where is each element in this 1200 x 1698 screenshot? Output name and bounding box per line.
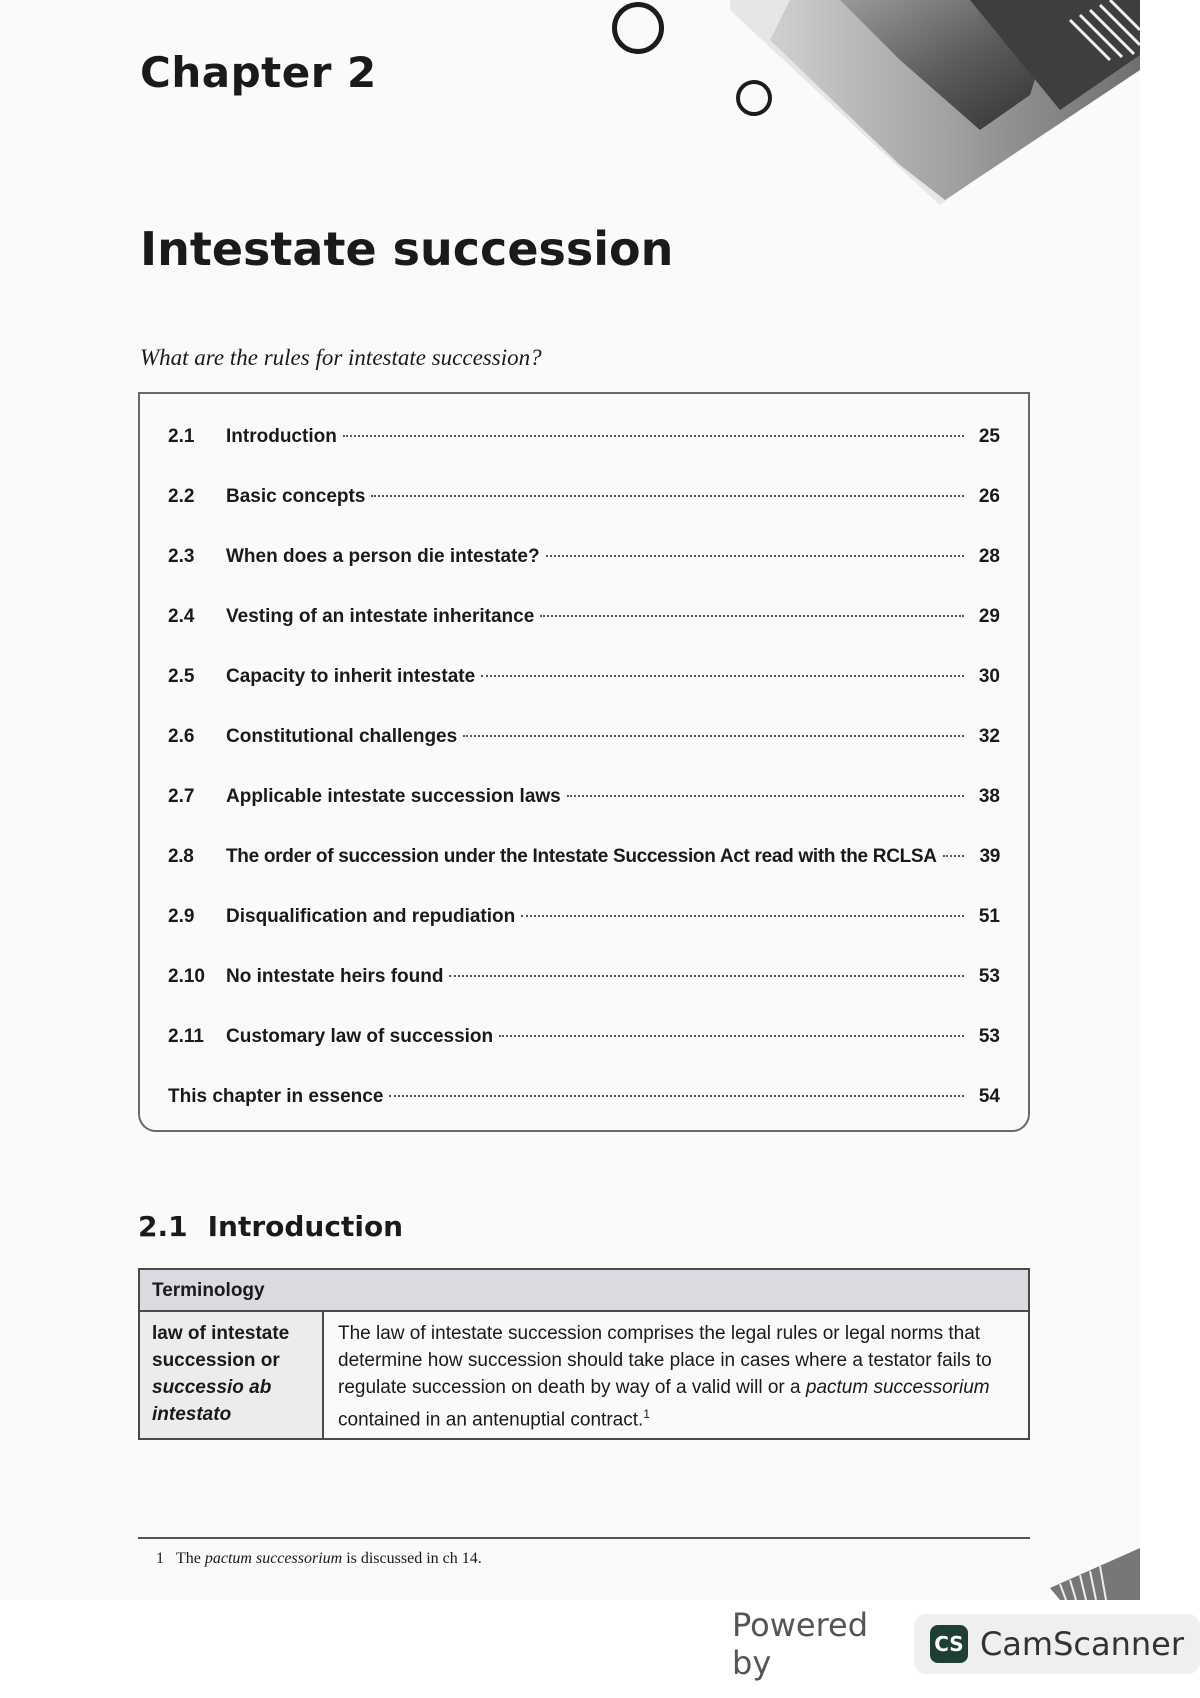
toc-leader-dots	[546, 555, 964, 557]
toc-title: The order of succession under the Intestate Succession Act read with the RCLSA	[226, 846, 937, 867]
definition-text: The law of intestate succession comprises the legal rules or legal norms that determine how succession should take place in cases where a testator fails to regulate succession on death by way of a valid will or a	[338, 1323, 992, 1398]
toc-title: Disqualification and repudiation	[226, 906, 516, 927]
chapter-title: Intestate succession	[140, 222, 674, 276]
toc-leader-dots	[567, 795, 964, 797]
definition-text: contained in an antenuptial contract.	[338, 1409, 644, 1431]
camscanner-logo-icon: CS	[930, 1625, 968, 1663]
powered-by-label: Powered by	[732, 1606, 869, 1682]
footnote-number: 1	[156, 1550, 164, 1567]
toc-page-number: 28	[978, 546, 1000, 567]
toc-page-number: 30	[978, 666, 1000, 687]
toc-page-number: 39	[979, 846, 1000, 867]
toc-title: When does a person die intestate?	[226, 546, 540, 567]
term-text: law of intestate	[152, 1323, 290, 1344]
lead-question: What are the rules for intestate succession?	[140, 345, 542, 370]
toc-entry[interactable]	[168, 726, 1000, 756]
toc-entry[interactable]	[168, 426, 1000, 456]
section-heading	[138, 1210, 403, 1243]
toc-entry[interactable]	[168, 486, 1000, 516]
toc-number: 2.7	[168, 786, 195, 807]
toc-page-number: 26	[978, 486, 1000, 507]
toc-title: Vesting of an intestate inheritance	[226, 606, 535, 627]
toc-number: 2.11	[168, 1026, 204, 1047]
toc-leader-dots	[343, 435, 964, 437]
footnote-reference[interactable]: 1	[643, 1407, 650, 1421]
toc-title: This chapter in essence	[168, 1086, 384, 1107]
toc-title: No intestate heirs found	[226, 966, 444, 987]
toc-page-number: 54	[978, 1086, 1000, 1107]
decorative-corner-graphic	[1030, 1548, 1140, 1600]
toc-entry[interactable]	[168, 906, 1000, 936]
toc-page-number: 51	[978, 906, 1000, 927]
toc-number: 2.4	[168, 606, 195, 627]
toc-entry[interactable]	[168, 786, 1000, 816]
toc-leader-dots	[540, 615, 964, 617]
toc-leader-dots	[481, 675, 964, 677]
decorative-ring	[736, 80, 772, 116]
toc-entry[interactable]	[168, 606, 1000, 636]
definition-cell	[324, 1312, 1028, 1438]
toc-number: 2.1	[168, 426, 195, 447]
term-cell	[140, 1312, 324, 1438]
toc-title: Basic concepts	[226, 486, 366, 507]
toc-number: 2.5	[168, 666, 195, 687]
toc-leader-dots	[499, 1035, 964, 1037]
terminology-table	[138, 1268, 1030, 1440]
toc-entry[interactable]	[168, 1026, 1000, 1056]
section-number: 2.1	[138, 1210, 188, 1243]
footnote-text: The	[176, 1550, 205, 1567]
chapter-label: Chapter 2	[140, 48, 377, 97]
definition-italic: pactum successorium	[805, 1377, 990, 1398]
toc-leader-dots	[521, 915, 964, 917]
decorative-corner-graphic	[730, 0, 1140, 205]
toc-title: Capacity to inherit intestate	[226, 666, 476, 687]
toc-title: Introduction	[226, 426, 337, 447]
toc-number: 2.8	[168, 846, 194, 867]
toc-entry[interactable]	[168, 546, 1000, 576]
table-of-contents	[138, 392, 1030, 1132]
terminology-header: Terminology	[140, 1270, 1028, 1312]
toc-title: Constitutional challenges	[226, 726, 458, 747]
toc-page-number: 53	[978, 966, 1000, 987]
toc-page-number: 53	[978, 1026, 1000, 1047]
term-text: successio ab	[152, 1377, 272, 1398]
toc-number: 2.10	[168, 966, 205, 987]
toc-entry[interactable]	[168, 1086, 1000, 1116]
toc-number: 2.2	[168, 486, 195, 507]
footnote-divider	[138, 1537, 1030, 1539]
toc-entry[interactable]	[168, 666, 1000, 696]
toc-entry[interactable]	[168, 966, 1000, 996]
toc-leader-dots	[389, 1095, 964, 1097]
toc-page-number: 29	[978, 606, 1000, 627]
term-text: intestato	[152, 1404, 232, 1425]
toc-title: Customary law of succession	[226, 1026, 494, 1047]
toc-leader-dots	[943, 855, 964, 857]
toc-number: 2.9	[168, 906, 195, 927]
toc-leader-dots	[449, 975, 964, 977]
toc-page-number: 25	[978, 426, 1000, 447]
camscanner-watermark	[732, 1606, 1200, 1682]
decorative-ring	[612, 2, 664, 54]
footnote	[156, 1550, 482, 1568]
terminology-row	[140, 1312, 1028, 1438]
toc-page-number: 38	[978, 786, 1000, 807]
camscanner-name: CamScanner	[979, 1625, 1184, 1663]
toc-page-number: 32	[978, 726, 1000, 747]
toc-number: 2.3	[168, 546, 195, 567]
toc-title: Applicable intestate succession laws	[226, 786, 561, 807]
term-text: succession or	[152, 1350, 280, 1371]
toc-leader-dots	[463, 735, 964, 737]
toc-entry[interactable]	[168, 846, 1000, 876]
section-title: Introduction	[207, 1210, 404, 1243]
footnote-italic: pactum successorium	[204, 1550, 343, 1567]
camscanner-brand	[914, 1614, 1200, 1674]
toc-leader-dots	[371, 495, 964, 497]
toc-number: 2.6	[168, 726, 195, 747]
footnote-text: is discussed in ch 14.	[342, 1550, 482, 1567]
